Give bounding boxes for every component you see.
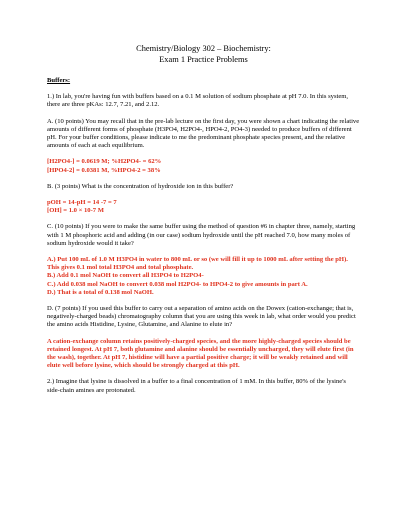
part-c-answer-line-2: B.) Add 0.1 mol NaOH to convert all H3PO4 to H2PO4- bbox=[47, 272, 204, 280]
section-heading: Buffers: bbox=[47, 77, 71, 84]
part-a-answer-line-2: [HPO4-2] = 0.0381 M, %HPO4-2 = 38% bbox=[47, 166, 161, 174]
part-d-question: D. (7 points) If you used this buffer to carry out a separation of amino acids on the Dowex (cation-exchange; that is, negatively-charged beads) chromatography column that you are using this week in lab, what order would you predict the amino acids Histidine, Lysine, Glutamine, and Alanine to elute in? bbox=[47, 305, 356, 329]
part-c-answer-line-4: D.) That is a total of 0.138 mol NaOH. bbox=[47, 288, 154, 296]
part-c-answer bbox=[47, 256, 360, 297]
question-1-text: 1.) In lab, you're having fun with buffers based on a 0.1 M solution of sodium phosphate at pH 7.0. In this system, there are three pKAs: 12.7, 7.21, and 2.12. bbox=[47, 93, 349, 109]
part-b-question: B. (3 points) What is the concentration of hydroxide ion in this buffer? bbox=[47, 182, 234, 190]
part-c-answer-line-1: A.) Put 100 mL of 1.0 M H3PO4 in water to 800 mL or so (we will fill it up to 1000 mL after setting the pH). This gives 0.1 mol total H3PO4 and total phosphate. bbox=[47, 256, 348, 272]
document-title bbox=[47, 44, 360, 65]
part-b-answer-line-2: [OH] = 1.0 × 10-7 M bbox=[47, 207, 104, 215]
question-2-text: 2.) Imagine that lysine is dissolved in a buffer to a final concentration of 1 mM. In this buffer, 80% of the lysine's side-chain amines are protonated. bbox=[47, 378, 346, 394]
part-b-answer-line-1: pOH = 14-pH = 14 -7 = 7 bbox=[47, 199, 117, 207]
part-c-question: C. (10 points) If you were to make the same buffer using the method of question #6 in chapter three, namely, starting with 1 M phosphoric acid and adding (in our case) sodium hydroxide until the pH reached 7.0, how many moles of sodium hydroxide would it take? bbox=[47, 223, 356, 247]
title-line-2: Exam 1 Practice Problems bbox=[159, 54, 248, 64]
part-d-answer: A cation-exchange column retains positively-charged species, and the more highly-charged species should be retained longest. At pH 7, both glutamine and alanine should be essentially uncharged, they will elute first (in the wash), together. At pH 7, histidine will have a partial positive charge; it will be weakly retained and will elute well before lysine, which should be strongly charged at this pH. bbox=[47, 337, 354, 370]
part-a-answer bbox=[47, 158, 360, 174]
part-a-answer-line-1: [H2PO4-] = 0.0619 M; %H2PO4- = 62% bbox=[47, 158, 162, 166]
part-b-answer bbox=[47, 199, 360, 215]
title-line-1: Chemistry/Biology 302 – Biochemistry: bbox=[136, 44, 271, 53]
part-c-answer-line-3: C.) Add 0.038 mol NaOH to convert 0.038 mol H2PO4- to HPO4-2 to give amounts in part A. bbox=[47, 280, 308, 288]
part-a-question: A. (10 points) You may recall that in the pre-lab lecture on the first day, you were shown a chart indicating the relative amounts of different forms of phosphate (H3PO4, H2PO4-, HPO4-2, PO4-3) needed to produce buffers of different pH. For your buffer conditions, please indicate to me the predominant phosphate species present, and the relative amounts of each at each equilibrium. bbox=[47, 117, 360, 150]
